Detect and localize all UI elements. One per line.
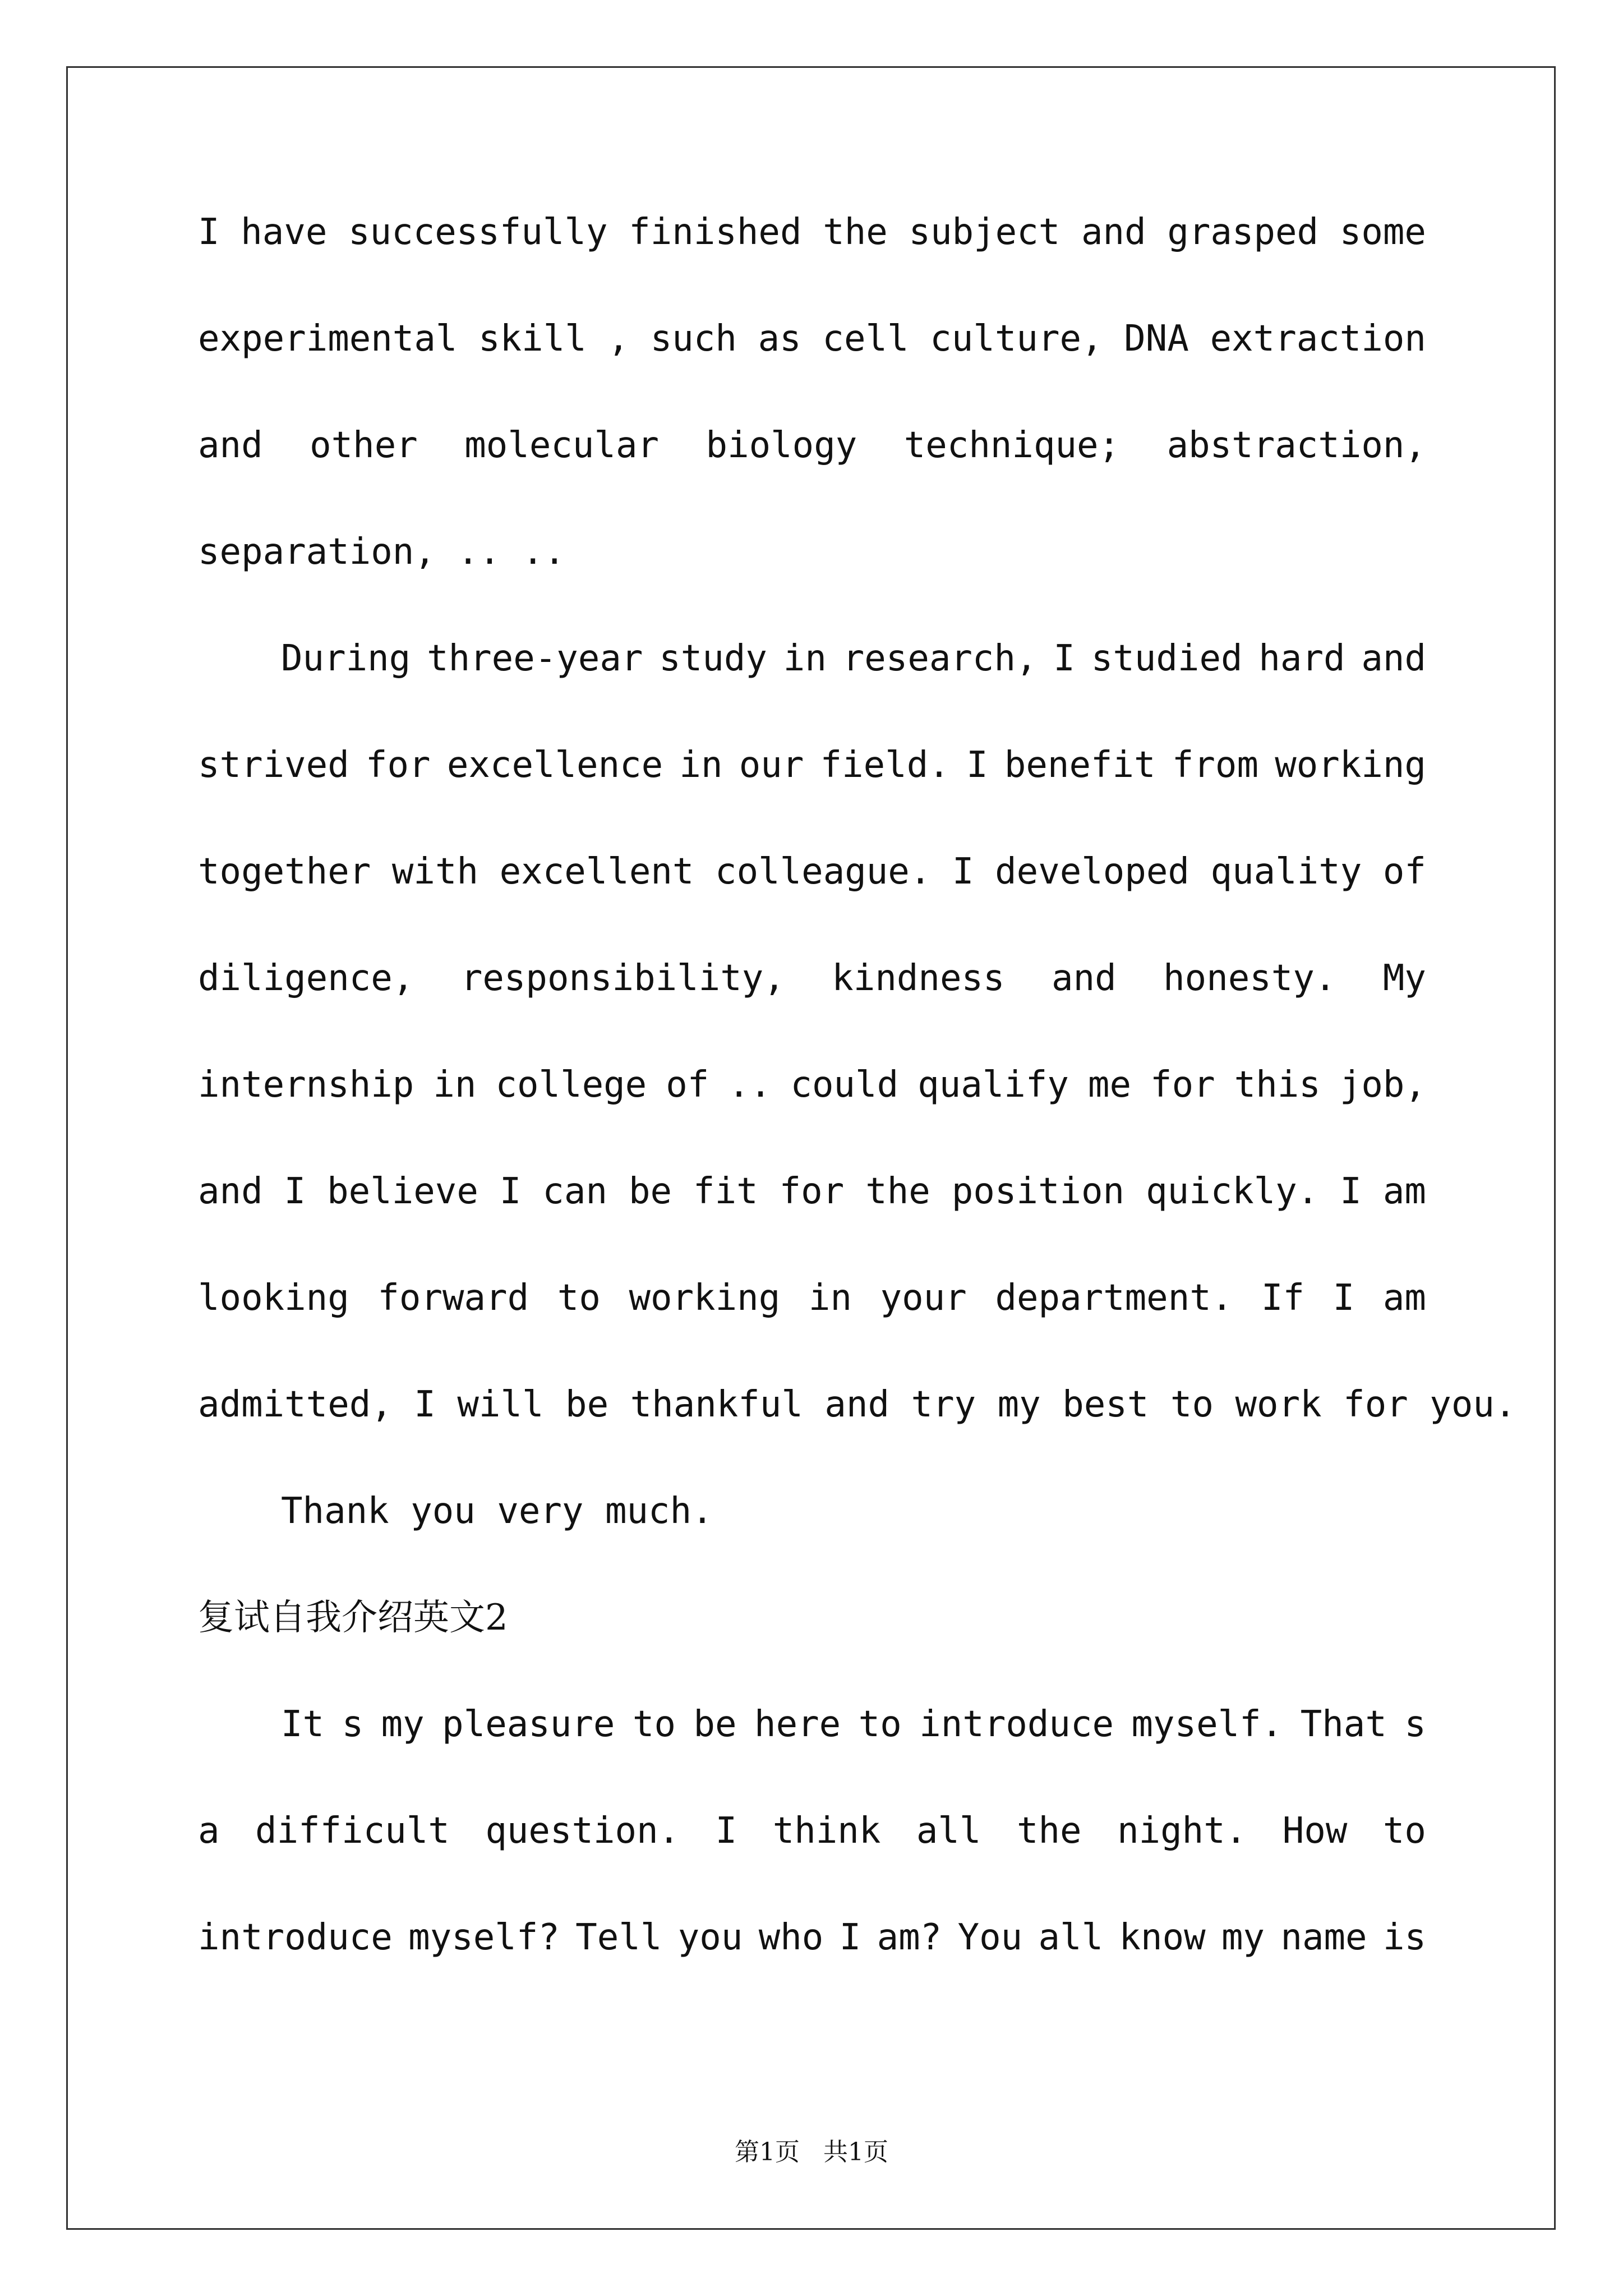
p1-line-4: separation, .. .. — [198, 531, 566, 573]
p1-line-3 — [198, 427, 1426, 534]
word: can — [542, 1171, 607, 1212]
word: I — [284, 1171, 306, 1212]
word: s — [1404, 1704, 1426, 1745]
word: I — [715, 1810, 737, 1852]
word: internship — [198, 1064, 414, 1106]
word: you — [677, 1917, 743, 1958]
word: forward — [377, 1277, 529, 1319]
word: During — [281, 638, 411, 679]
word: introduce — [919, 1704, 1114, 1745]
word: in — [679, 744, 723, 786]
word: finished — [629, 211, 802, 253]
word: could — [790, 1064, 899, 1106]
p2-line-2 — [198, 744, 1426, 854]
word: be — [628, 1171, 672, 1212]
word: technique; — [903, 425, 1121, 466]
word: How — [1282, 1810, 1348, 1852]
word: and — [198, 425, 263, 466]
word: My — [1382, 958, 1426, 999]
word: for — [1150, 1064, 1215, 1106]
p4-line-2 — [198, 1810, 1426, 1920]
word: of — [1382, 851, 1426, 892]
word: other — [310, 425, 418, 466]
word: to — [632, 1704, 676, 1745]
p2-line-5 — [198, 1064, 1426, 1174]
word: extraction — [1210, 318, 1426, 360]
p3-line-1: Thank you very much. — [281, 1490, 713, 1532]
word: excellent — [499, 851, 694, 892]
word: all — [1038, 1917, 1104, 1958]
word: DNA — [1124, 318, 1189, 360]
word: the — [865, 1171, 930, 1212]
word: name — [1280, 1917, 1367, 1958]
word: question. — [485, 1810, 680, 1852]
p4-line-3 — [198, 1917, 1426, 2026]
word: difficult — [255, 1810, 450, 1852]
word: for — [365, 744, 431, 786]
section-heading: 复试自我介绍英文2 — [198, 1597, 508, 1639]
word: I — [952, 851, 974, 892]
word: college — [495, 1064, 647, 1106]
word: It — [281, 1704, 325, 1745]
word: night. — [1117, 1810, 1247, 1852]
word: in — [433, 1064, 477, 1106]
word: responsibility, — [460, 958, 785, 999]
word: successfully — [348, 211, 608, 253]
word: all — [916, 1810, 981, 1852]
word: I — [1340, 1171, 1362, 1212]
word: believe — [327, 1171, 478, 1212]
word: have — [241, 211, 328, 253]
word: You — [957, 1917, 1023, 1958]
word: qualify — [917, 1064, 1069, 1106]
word: research, — [842, 638, 1038, 679]
word: job, — [1339, 1064, 1426, 1106]
word: together — [198, 851, 371, 892]
word: culture, — [930, 318, 1103, 360]
word: and — [1081, 211, 1146, 253]
word: studied — [1091, 638, 1243, 679]
word: is — [1382, 1917, 1426, 1958]
word: my — [1221, 1917, 1265, 1958]
word: I — [839, 1917, 861, 1958]
word: three-year — [427, 638, 643, 679]
word: and — [1052, 958, 1117, 999]
word: experimental — [198, 318, 458, 360]
word: the — [1016, 1810, 1082, 1852]
word: I — [1053, 638, 1075, 679]
word: am? — [877, 1917, 942, 1958]
word: s — [342, 1704, 364, 1745]
word: excellence — [446, 744, 663, 786]
p2-line-8: admitted, I will be thankful and try my best to work for you. — [198, 1384, 1516, 1425]
word: working — [629, 1277, 781, 1319]
word: colleague. — [715, 851, 932, 892]
p2-line-1 — [198, 638, 1426, 747]
word: such — [650, 318, 737, 360]
word: working — [1275, 744, 1426, 786]
word: department. — [995, 1277, 1233, 1319]
word: as — [758, 318, 801, 360]
word: with — [391, 851, 478, 892]
p2-line-7 — [198, 1277, 1426, 1387]
word: developed — [995, 851, 1189, 892]
word: fit — [693, 1171, 758, 1212]
word: in — [783, 638, 827, 679]
word: think — [772, 1810, 881, 1852]
word: quality — [1210, 851, 1362, 892]
p1-line-2 — [198, 318, 1426, 427]
word: cell — [822, 318, 909, 360]
word: introduce — [198, 1917, 393, 1958]
word: your — [880, 1277, 967, 1319]
word: honesty. — [1163, 958, 1336, 999]
word: position — [951, 1171, 1125, 1212]
word: from — [1172, 744, 1258, 786]
word: know — [1119, 1917, 1206, 1958]
word: and — [1361, 638, 1426, 679]
word: I — [966, 744, 988, 786]
word: to — [557, 1277, 601, 1319]
p2-line-6 — [198, 1171, 1426, 1280]
page-number-footer: 第1页 共1页 — [735, 2138, 888, 2166]
word: my — [381, 1704, 425, 1745]
word: diligence, — [198, 958, 414, 999]
word: our — [739, 744, 804, 786]
word: myself. — [1131, 1704, 1283, 1745]
word: for — [779, 1171, 845, 1212]
word: Tell — [575, 1917, 662, 1958]
word: be — [693, 1704, 737, 1745]
word: who — [758, 1917, 824, 1958]
word: of — [666, 1064, 709, 1106]
document-body — [198, 211, 1516, 2026]
word: .. — [728, 1064, 772, 1106]
word: to — [858, 1704, 902, 1745]
word: the — [823, 211, 888, 253]
word: benefit — [1004, 744, 1156, 786]
word: to — [1382, 1810, 1426, 1852]
word: some — [1339, 211, 1426, 253]
p4-line-1 — [198, 1706, 1426, 1813]
word: grasped — [1167, 211, 1319, 253]
word: me — [1087, 1064, 1131, 1106]
word: study — [659, 638, 767, 679]
word: That — [1300, 1704, 1387, 1745]
word: subject — [909, 211, 1061, 253]
word: I — [198, 211, 220, 253]
word: and — [198, 1171, 263, 1212]
word: pleasure — [442, 1704, 615, 1745]
word: myself? — [408, 1917, 560, 1958]
word: a — [198, 1810, 220, 1852]
word: this — [1234, 1064, 1321, 1106]
word: If — [1261, 1277, 1305, 1319]
word: I — [1332, 1277, 1355, 1319]
word: kindness — [832, 958, 1005, 999]
word: am — [1382, 1171, 1426, 1212]
word: looking — [198, 1277, 349, 1319]
word: in — [808, 1277, 852, 1319]
word: strived — [198, 744, 349, 786]
word: here — [754, 1704, 841, 1745]
p2-line-4 — [198, 960, 1426, 1067]
word: field. — [820, 744, 950, 786]
p2-line-3 — [198, 851, 1426, 960]
word: abstraction, — [1166, 425, 1426, 466]
p1-line-1 — [198, 211, 1426, 321]
word: skill — [478, 318, 587, 360]
word: biology — [706, 425, 857, 466]
word: quickly. — [1146, 1171, 1319, 1212]
word: I — [499, 1171, 522, 1212]
word: am — [1382, 1277, 1426, 1319]
word: molecular — [464, 425, 660, 466]
word: hard — [1258, 638, 1345, 679]
word: , — [607, 318, 630, 360]
